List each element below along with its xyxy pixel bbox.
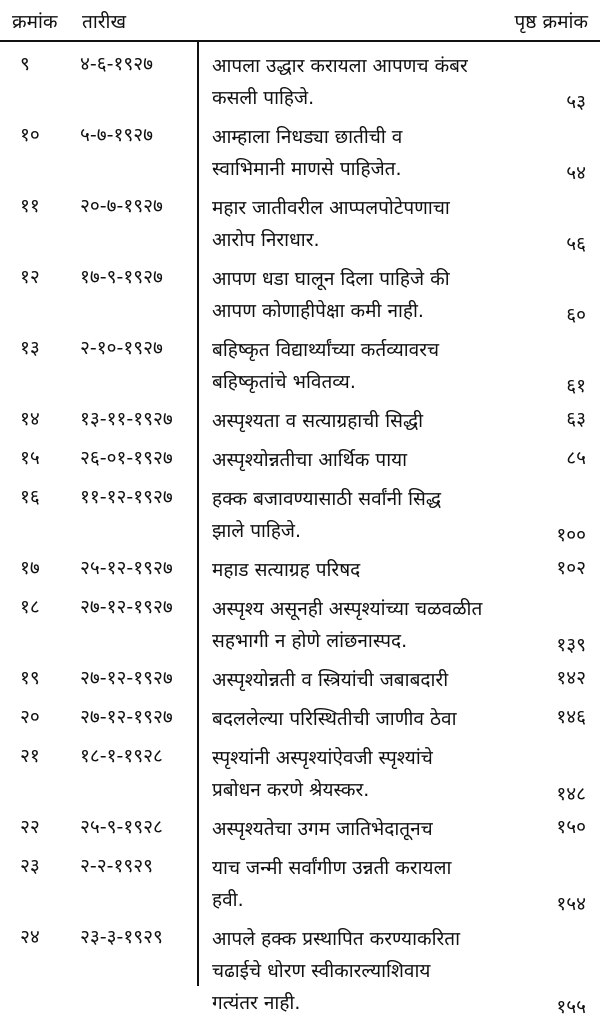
- entry-title-line: बहिष्कृतांचे भवितव्य.: [212, 371, 356, 393]
- entry-title: [212, 121, 512, 185]
- entry-page-number: १३९: [556, 634, 586, 656]
- entry-serial: १७: [20, 557, 40, 579]
- entry-title-line: अस्पृश्योन्नतीचा आर्थिक पाया: [212, 449, 408, 471]
- entry-serial: २३: [20, 855, 40, 877]
- entry-serial: २०: [20, 706, 40, 728]
- entry-serial: ९: [20, 53, 30, 75]
- table-row: [0, 117, 600, 188]
- entry-title: [212, 444, 512, 476]
- entry-title: [212, 50, 512, 114]
- entry-title-line: आरोप निराधार.: [212, 229, 320, 251]
- entry-title: [212, 742, 512, 806]
- table-row: [0, 738, 600, 809]
- entry-title-line: अस्पृश्य असूनही अस्पृश्यांच्या चळवळीत: [212, 598, 483, 620]
- entry-title: [212, 813, 512, 845]
- entry-serial: १९: [20, 667, 40, 689]
- entry-title-line: महाड सत्याग्रह परिषद: [212, 559, 361, 581]
- entry-title-line: हवी.: [212, 889, 244, 911]
- table-row: [0, 699, 600, 738]
- entry-page-number: १५०: [556, 816, 586, 838]
- entry-title: [212, 923, 512, 1019]
- table-row: [0, 479, 600, 550]
- entry-date: २६-०१-१९२७: [80, 447, 173, 469]
- entry-page-number: १००: [556, 524, 586, 546]
- entry-page-number: ५४: [566, 162, 586, 184]
- entry-serial: १०: [20, 124, 40, 146]
- entry-serial: २१: [20, 745, 40, 767]
- entry-title: [212, 192, 512, 256]
- entry-page-number: ५६: [566, 233, 586, 255]
- entry-title: [212, 483, 512, 547]
- entry-title-line: प्रबोधन करणे श्रेयस्कर.: [212, 779, 370, 801]
- entry-title-line: चढाईचे धोरण स्वीकारल्याशिवाय: [212, 960, 431, 982]
- entry-title-line: आपण धडा घालून दिला पाहिजे की: [212, 268, 450, 290]
- entry-date: २०-७-१९२७: [80, 195, 163, 217]
- entry-date: २७-१२-१९२७: [80, 596, 173, 618]
- entry-title-line: आपण कोणाहीपेक्षा कमी नाही.: [212, 300, 424, 322]
- entry-title-line: महार जातीवरील आप्पलपोटेपणाचा: [212, 197, 450, 219]
- entry-title-line: कसली पाहिजे.: [212, 87, 315, 109]
- entry-title: [212, 405, 512, 437]
- entry-serial: २४: [20, 926, 40, 948]
- date-column-header: तारीख: [82, 11, 126, 33]
- entry-date: ११-१२-१९२७: [80, 486, 173, 508]
- entry-title-line: झाले पाहिजे.: [212, 520, 302, 542]
- entry-serial: १३: [20, 337, 40, 359]
- table-row: [0, 550, 600, 589]
- entry-date: २५-९-१९२८: [80, 816, 163, 838]
- entry-title-line: सहभागी न होणे लांछनास्पद.: [212, 630, 408, 652]
- table-row: [0, 46, 600, 117]
- entry-title: [212, 334, 512, 398]
- entry-title-line: आपले हक्क प्रस्थापित करण्याकरिता: [212, 928, 461, 950]
- entry-serial: १४: [20, 408, 40, 430]
- entry-title-line: बहिष्कृत विद्यार्थ्यांच्या कर्तव्यावरच: [212, 339, 440, 361]
- entry-title-line: अस्पृश्यता व सत्याग्रहाची सिद्धी: [212, 410, 424, 432]
- entries-list: [0, 46, 600, 1022]
- entry-page-number: १४२: [556, 667, 586, 689]
- entry-date: १७-९-१९२७: [80, 266, 163, 288]
- entry-serial: ११: [20, 195, 40, 217]
- entry-title-line: अस्पृश्योन्नती व स्त्रियांची जबाबदारी: [212, 669, 449, 691]
- entry-page-number: १५५: [556, 996, 586, 1018]
- entry-page-number: १४६: [556, 706, 586, 728]
- entry-page-number: १५४: [556, 893, 586, 915]
- entry-title-line: हक्क बजावण्यासाठी सर्वांनी सिद्ध: [212, 488, 442, 510]
- page-column-header: पृष्ठ क्रमांक: [514, 11, 588, 33]
- table-header: [0, 0, 600, 42]
- entry-page-number: ५३: [566, 91, 586, 113]
- table-row: [0, 440, 600, 479]
- entry-title-line: आम्हाला निधड्या छातीची व: [212, 126, 403, 148]
- entry-page-number: १४८: [556, 783, 586, 805]
- entry-date: ४-६-१९२७: [80, 53, 153, 75]
- entry-title: [212, 593, 512, 657]
- entry-serial: १५: [20, 447, 40, 469]
- entry-title-line: स्पृश्यांनी अस्पृश्यांऐवजी स्पृश्यांचे: [212, 747, 433, 769]
- entry-title-line: बदललेल्या परिस्थितीची जाणीव ठेवा: [212, 708, 457, 730]
- entry-page-number: ६१: [566, 375, 586, 397]
- table-row: [0, 848, 600, 919]
- table-row: [0, 809, 600, 848]
- table-row: [0, 330, 600, 401]
- table-row: [0, 660, 600, 699]
- entry-date: २३-३-१९२९: [80, 926, 163, 948]
- entry-serial: २२: [20, 816, 40, 838]
- entry-title: [212, 664, 512, 696]
- table-row: [0, 589, 600, 660]
- entry-date: ५-७-१९२७: [80, 124, 153, 146]
- entry-title: [212, 554, 512, 586]
- entry-page-number: ८५: [566, 447, 586, 469]
- entry-date: २-२-१९२९: [80, 855, 153, 877]
- entry-date: १३-११-१९२७: [80, 408, 173, 430]
- entry-date: २७-१२-१९२७: [80, 667, 173, 689]
- table-row: [0, 401, 600, 440]
- serial-column-header: क्रमांक: [12, 11, 58, 33]
- entry-date: १८-१-१९२८: [80, 745, 163, 767]
- entry-page-number: ६३: [566, 408, 586, 430]
- table-row: [0, 919, 600, 1022]
- entry-title-line: गत्यंतर नाही.: [212, 992, 301, 1014]
- entry-page-number: ६०: [566, 304, 586, 326]
- entry-title-line: आपला उद्धार करायला आपणच कंबर: [212, 55, 468, 77]
- entry-serial: १६: [20, 486, 40, 508]
- entry-title-line: स्वाभिमानी माणसे पाहिजेत.: [212, 158, 402, 180]
- entry-title: [212, 852, 512, 916]
- entry-title: [212, 703, 512, 735]
- entry-title: [212, 263, 512, 327]
- entry-date: २-१०-१९२७: [80, 337, 163, 359]
- entry-date: २७-१२-१९२७: [80, 706, 173, 728]
- entry-title-line: याच जन्मी सर्वांगीण उन्नती करायला: [212, 857, 452, 879]
- entry-page-number: १०२: [556, 557, 586, 579]
- entry-date: २५-१२-१९२७: [80, 557, 173, 579]
- entry-title-line: अस्पृश्यतेचा उगम जातिभेदातूनच: [212, 818, 433, 840]
- table-row: [0, 259, 600, 330]
- table-row: [0, 188, 600, 259]
- entry-serial: १२: [20, 266, 40, 288]
- entry-serial: १८: [20, 596, 40, 618]
